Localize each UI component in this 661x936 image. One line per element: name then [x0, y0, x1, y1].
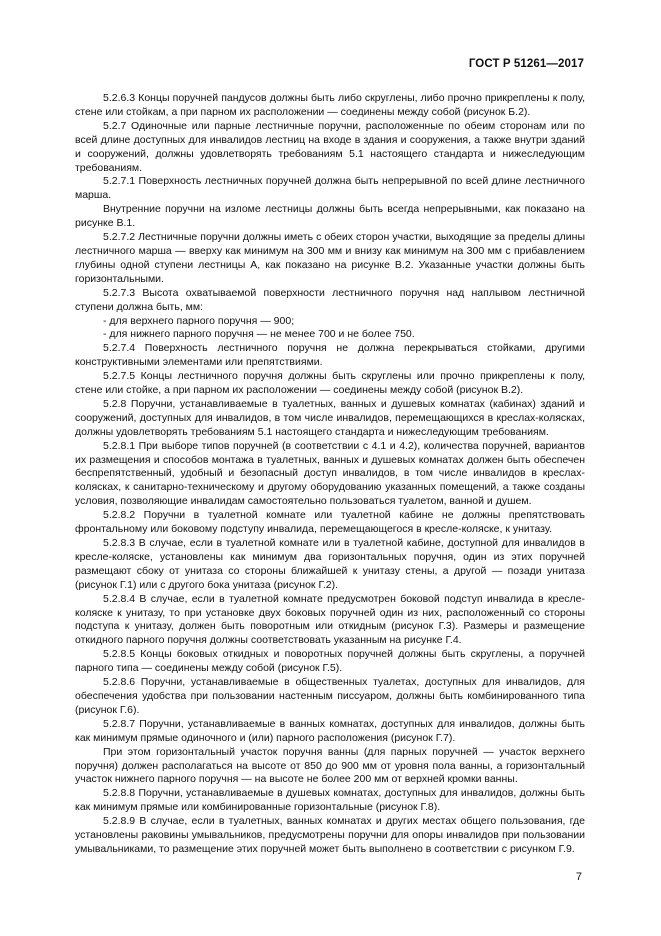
- paragraph-5-2-7-4: 5.2.7.4 Поверхность лестничного поручня не должна перекрываться стойками, другими конструктивными элементами или препятствиями.: [75, 342, 585, 369]
- paragraph-5-2-7-3: 5.2.7.3 Высота охватываемой поверхности лестничного поручня над наплывом лестничной ступени должна быть, мм:: [75, 286, 585, 313]
- paragraph-5-2-8: 5.2.8 Поручни, устанавливаемые в туалетных, ванных и душевых комнатах (кабинах) зданий и сооружений, доступных для инвалидов, в том числе инвалидов, перемещающихся в креслах-колясках, должны удовлетворять требованиям 5.1 настоящего стандарта и нижеследующим требованиям.: [75, 397, 585, 438]
- paragraph-5-2-8-7: 5.2.8.7 Поручни, устанавливаемые в ванных комнатах, доступных для инвалидов, должны быть как минимум прямые одиночного и (или) парного расположения (рисунок Г.7).: [75, 717, 585, 744]
- paragraph-5-2-8-1: 5.2.8.1 При выборе типов поручней (в соответствии с 4.1 и 4.2), количества поручней, вариантов их размещения и способов монтажа в туалетных, ванных и душевых комнатах должен быть обеспечен беспрепятственный, удобный и безопасный доступ инвалидов, в том числе инвалидов в креслах-колясках, к санитарно-техническому и другому оборудованию указанных помещений, а также созданы условия, позволяющие инвалидам самостоятельно пользоваться туалетом, ванной и душем.: [75, 439, 585, 508]
- paragraph-5-2-6-3: 5.2.6.3 Концы поручней пандусов должны быть либо скруглены, либо прочно прикреплены к полу, стене или стойкам, а при парном их расположении — соединены между собой (рисунок Б.2).: [75, 92, 585, 118]
- paragraph-bath-rail-height: При этом горизонтальный участок поручня ванны (для парных поручней — участок верхнего поручня) должен располагаться на высоте от 850 до 900 мм от уровня пола ванны, а горизонтальный участок нижнего парного поручня — на высоте не более 200 мм от верхней кромки ванны.: [75, 745, 585, 786]
- paragraph-5-2-7-1: 5.2.7.1 Поверхность лестничных поручней должна быть непрерывной по всей длине лестничного марша.: [75, 175, 585, 202]
- paragraph-5-2-7-5: 5.2.7.5 Концы лестничного поручня должны быть скруглены или прочно прикреплены к полу, стене или стойке, а при парном их расположении — соединены между собой (рисунок В.2).: [75, 370, 585, 397]
- paragraph-5-2-8-5: 5.2.8.5 Концы боковых откидных и поворотных поручней должны быть скруглены, а поручней парного типа — соединены между собой (рисунок Г.5).: [75, 648, 585, 675]
- paragraph-5-2-8-9: 5.2.8.9 В случае, если в туалетных, ванных комнатах и других местах общего пользования, где установлены раковины умывальников, предусмотрены поручни для опоры инвалидов при пользовании умывальниками, то размещение этих поручней может быть выполнено в соответствии с рисунком Г.9.: [75, 815, 585, 855]
- document-body: [75, 92, 585, 857]
- paragraph-5-2-8-4: 5.2.8.4 В случае, если в туалетной комнате предусмотрен боковой подступ инвалида в кресле-коляске к унитазу, то при установке двух боковых поручней один из них, расположенный со стороны подступа к унитазу, должен быть поворотным или откидным (рисунок Г.3). Размеры и размещение откидного парного поручня должны соответствовать указанным на рисунке Г.4.: [75, 592, 585, 647]
- paragraph-inner-rails: Внутренние поручни на изломе лестницы должны быть всегда непрерывными, как показано на рисунке В.1.: [75, 203, 585, 230]
- page-number: 7: [575, 871, 582, 883]
- paragraph-5-2-8-2: 5.2.8.2 Поручни в туалетной комнате или туалетной кабине не должны препятствовать фронтальному или боковому подступу инвалида, перемещающегося в кресле-коляске, к унитазу.: [75, 509, 585, 536]
- paragraph-5-2-8-8: 5.2.8.8 Поручни, устанавливаемые в душевых комнатах, доступных для инвалидов, должны быть как минимум прямые или комбинированные горизонтальные (рисунок Г.8).: [75, 787, 585, 814]
- paragraph-5-2-8-6: 5.2.8.6 Поручни, устанавливаемые в общественных туалетах, доступных для инвалидов, для обеспечения удобства при пользовании настенным писсуаром, должны быть комбинированного типа (рисунок Г.6).: [75, 676, 585, 716]
- paragraph-5-2-7-2: 5.2.7.2 Лестничные поручни должны иметь с обеих сторон участки, выходящие за пределы длины лестничного марша — вверху как минимум на 300 мм и внизу как минимум на 300 мм с прибавлением глубины одной ступени лестницы А, как показано на рисунке В.2. Указанные участки должны быть горизонтальными.: [75, 231, 585, 285]
- list-item-upper-rail: - для верхнего парного поручня — 900;: [103, 314, 295, 327]
- document-header: ГОСТ Р 51261—2017: [468, 58, 584, 70]
- paragraph-5-2-7: 5.2.7 Одиночные или парные лестничные поручни, расположенные по обеим сторонам или по всей длине доступных для инвалидов лестниц на входе в здания и сооружения, а также внутри зданий и сооружений, должны удовлетворять требованиям 5.1 настоящего стандарта и нижеследующим требованиям.: [75, 119, 585, 174]
- list-item-lower-rail: - для нижнего парного поручня — не менее 700 и не более 750.: [103, 328, 415, 341]
- paragraph-5-2-8-3: 5.2.8.3 В случае, если в туалетной комнате или в туалетной кабине, доступной для инвалидов в кресле-коляске, установлены как минимум два горизонтальных поручня, один из этих поручней размещают сбоку от унитаза со стороны ближайшей к унитазу стены, а другой — позади унитаза (рисунок Г.1) или с другого бока унитаза (рисунок Г.2).: [75, 537, 585, 591]
